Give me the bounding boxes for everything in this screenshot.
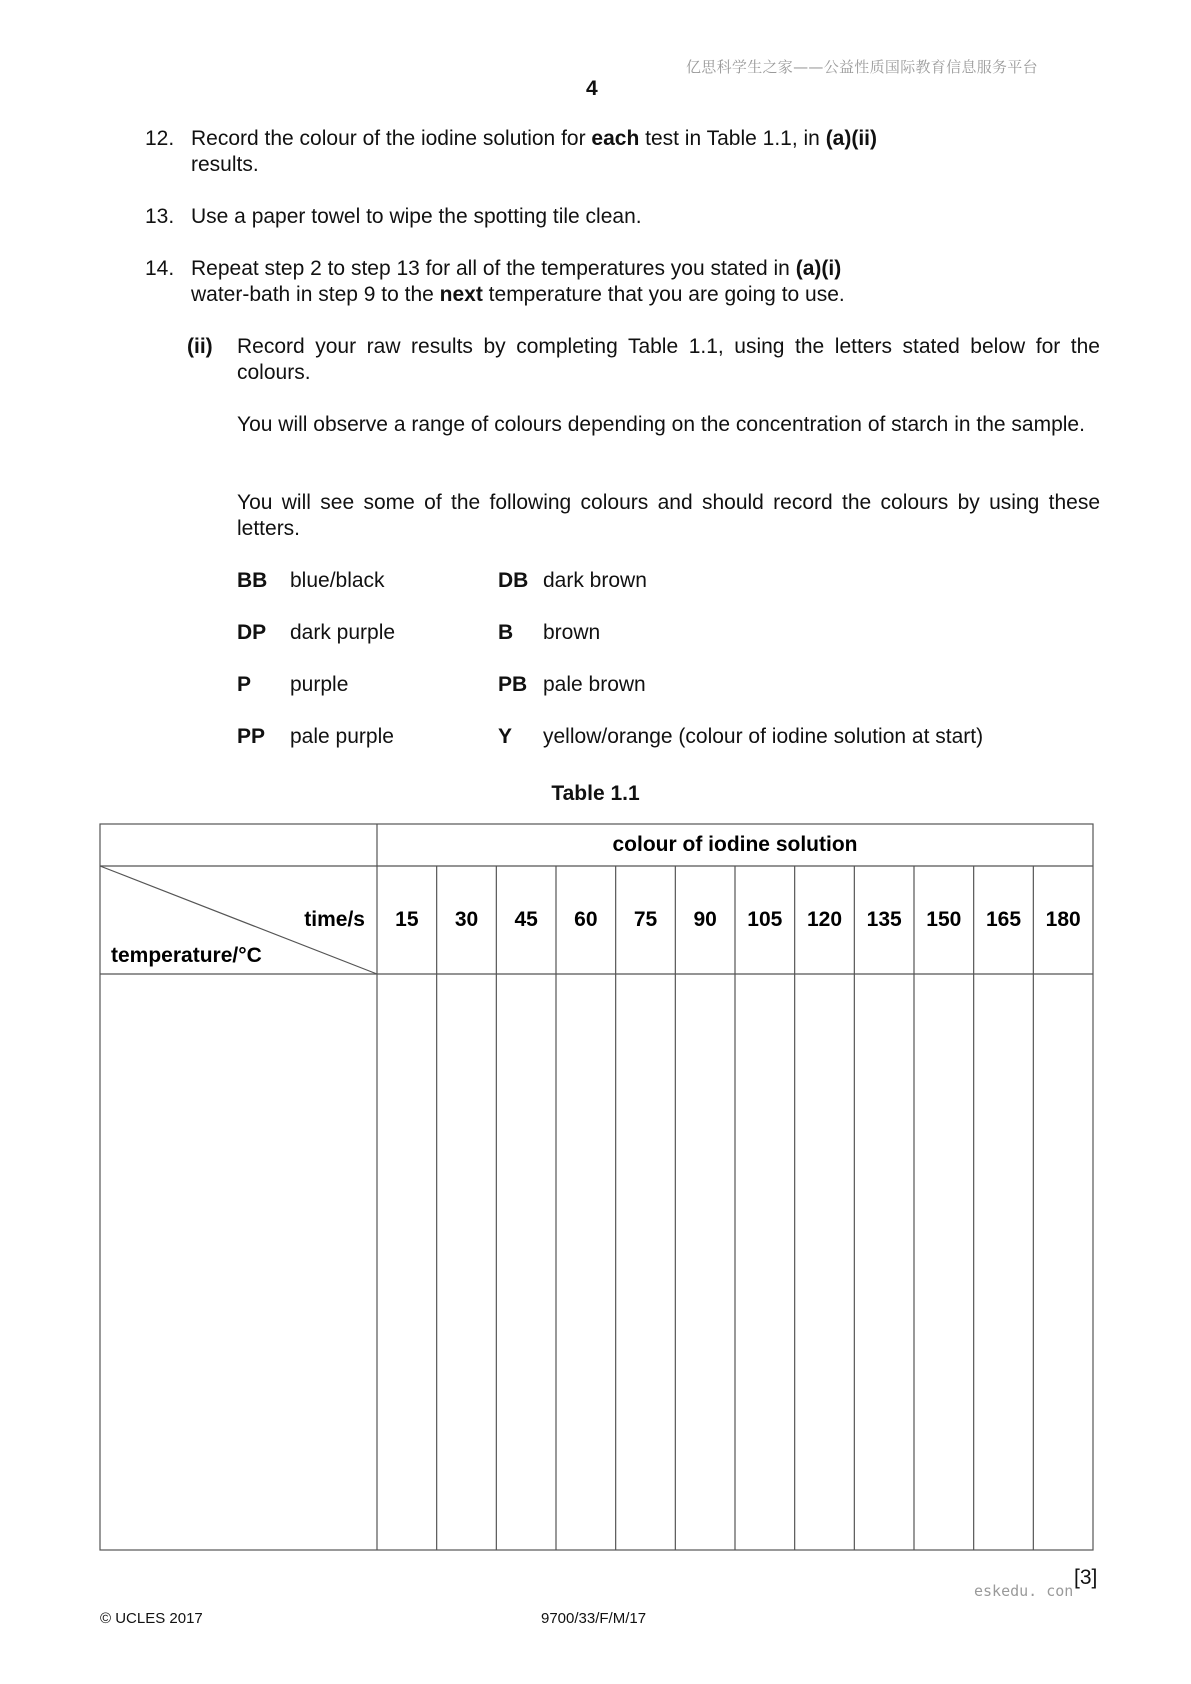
instruction-paragraph: You will observe a range of colours depending on the concentration of starch in the sample. xyxy=(237,413,1085,436)
footer-watermark: eskedu. con xyxy=(974,1582,1074,1600)
colour-code: BB xyxy=(237,569,268,592)
colour-code: DP xyxy=(237,621,267,644)
time-column-header: 15 xyxy=(395,908,419,931)
colour-label: pale purple xyxy=(290,725,394,748)
colour-code: B xyxy=(498,621,514,644)
step-number: 13. xyxy=(145,205,175,228)
instruction-paragraph: You will see some of the following colours and should record the colours by using these letters. xyxy=(237,491,1100,540)
time-column-header: 45 xyxy=(514,908,538,931)
step-number: 12. xyxy=(145,127,175,150)
step-14-line-2: water-bath in step 9 to the next temperature that you are going to use. xyxy=(191,283,845,306)
footer-paper-code: 9700/33/F/M/17 xyxy=(541,1610,647,1627)
subquestion-label: (ii) xyxy=(187,335,213,358)
time-column-header: 75 xyxy=(633,908,658,931)
colour-label: dark brown xyxy=(543,569,647,592)
step-14-line-1: Repeat step 2 to step 13 for all of the temperatures you stated in (a)(i) xyxy=(191,257,842,280)
time-column-header: 30 xyxy=(454,908,479,931)
time-column-header: 180 xyxy=(1045,908,1081,931)
table-border xyxy=(100,824,1093,1550)
colour-code: PP xyxy=(237,725,266,748)
colour-code: PB xyxy=(498,673,528,696)
colour-code: DB xyxy=(498,569,529,592)
colour-code: Y xyxy=(498,725,513,748)
footer-copyright: © UCLES 2017 xyxy=(100,1610,203,1627)
step-12-line-1: Record the colour of the iodine solution for each test in Table 1.1, in (a)(ii) xyxy=(191,127,878,150)
colour-label: dark purple xyxy=(290,621,396,644)
time-column-header: 135 xyxy=(866,908,902,931)
instruction-paragraph: Record your raw results by completing Table 1.1, using the letters stated below for the colours. xyxy=(237,335,1100,384)
corner-label-time: time/s xyxy=(304,908,365,931)
corner-label-temperature: temperature/°C xyxy=(111,944,262,967)
colour-label: purple xyxy=(290,673,349,696)
header-watermark: 亿思科学生之家——公益性质国际教育信息服务平台 xyxy=(686,58,1038,76)
colour-label: blue/black xyxy=(290,569,385,592)
group-header: colour of iodine solution xyxy=(612,833,858,856)
colour-label: pale brown xyxy=(543,673,646,696)
time-column-header: 120 xyxy=(806,908,843,931)
colour-code: P xyxy=(237,673,252,696)
step-number: 14. xyxy=(145,257,175,280)
colour-label: yellow/orange (colour of iodine solution at start) xyxy=(543,725,984,748)
time-column-header: 150 xyxy=(926,908,962,931)
step-12-line-2: results. xyxy=(191,153,259,176)
page-number: 4 xyxy=(586,77,598,100)
time-column-header: 90 xyxy=(693,908,717,931)
step-13-text: Use a paper towel to wipe the spotting tile clean. xyxy=(191,205,642,228)
table-caption: Table 1.1 xyxy=(551,782,640,805)
time-column-header: 60 xyxy=(574,908,598,931)
colour-label: brown xyxy=(543,621,601,644)
marks-allocation: [3] xyxy=(1074,1566,1098,1589)
time-column-header: 105 xyxy=(747,908,783,931)
time-column-header: 165 xyxy=(985,908,1022,931)
